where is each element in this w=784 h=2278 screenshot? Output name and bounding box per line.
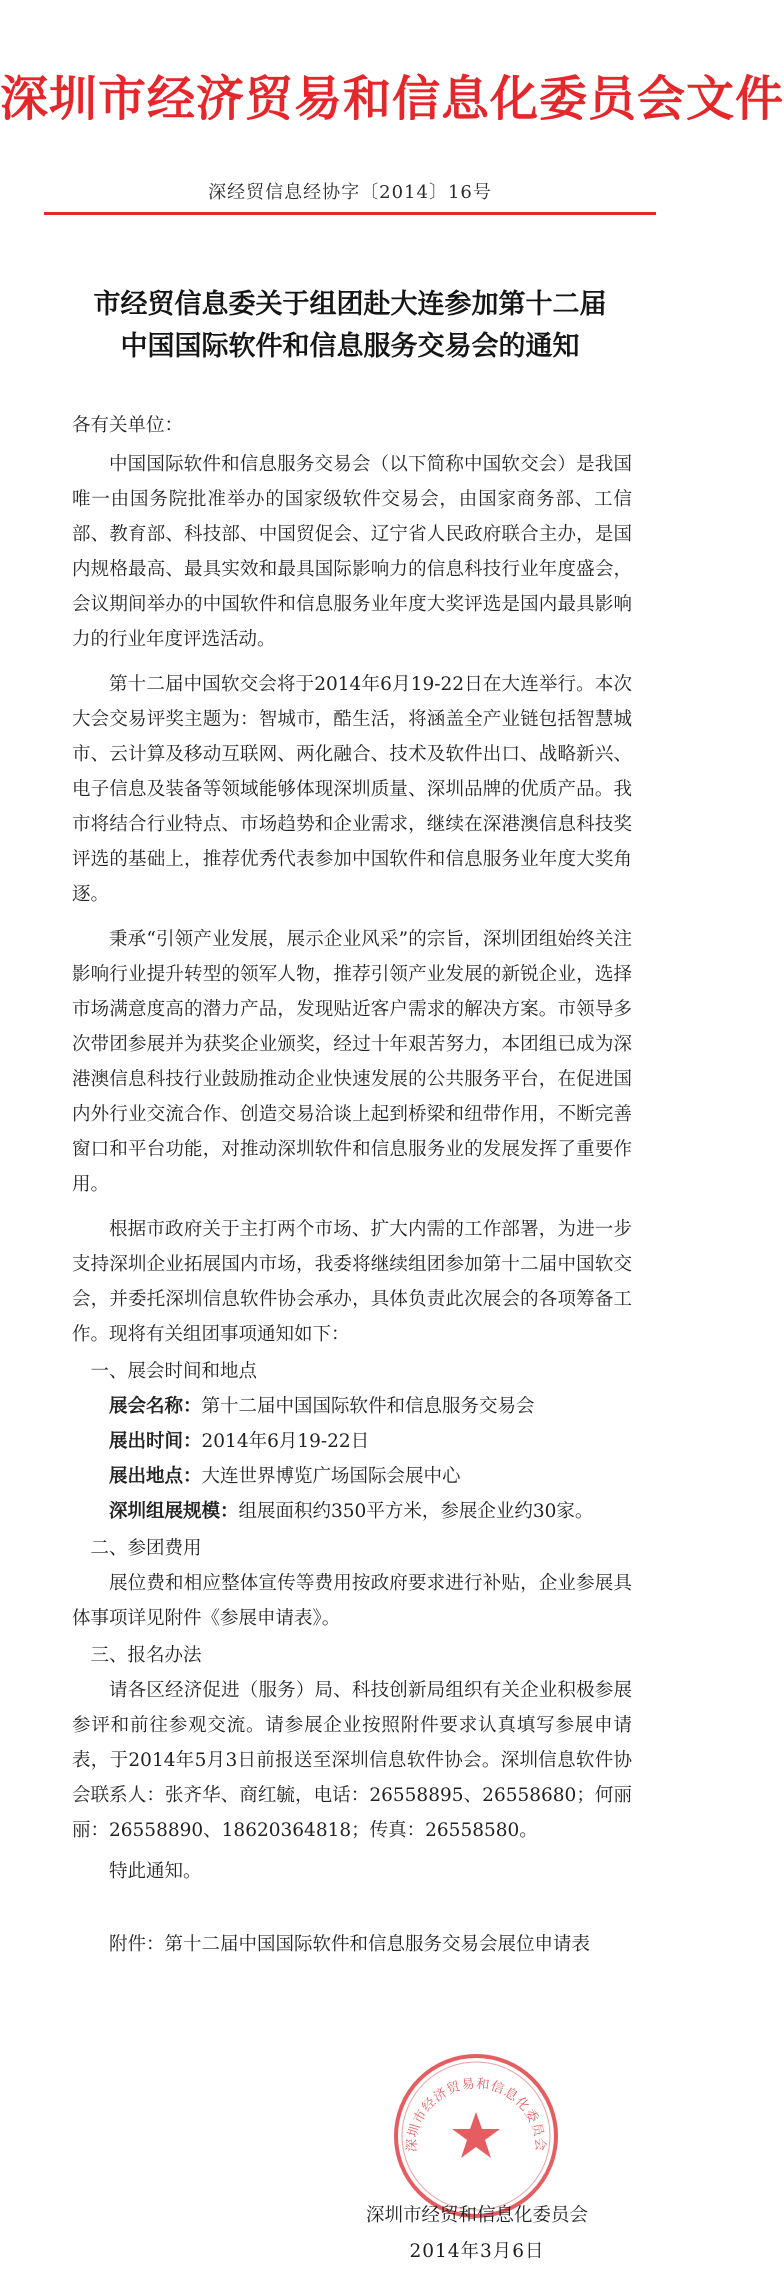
info-item-exhibition-venue: [72, 1459, 632, 1494]
red-divider-line: [44, 212, 656, 215]
paragraph-event: 第十二届中国软交会将于2014年6月19-22日在大连举行。本次大会交易评奖主题为：智城市，酷生活，将涵盖全产业链包括智慧城市、云计算及移动互联网、两化融合、技术及软件出口、战略新兴、电子信息及装备等领域能够体现深圳质量、深圳品牌的优质产品。我市将结合行业特点、市场趋势和企业需求，继续在深港澳信息科技奖评选的基础上，推荐优秀代表参加中国软件和信息服务业年度大奖角逐。: [72, 674, 632, 905]
document-body: [72, 408, 632, 1962]
info-label: 深圳组展规模：: [109, 1501, 239, 1522]
info-value: 大连世界博览广场国际会展中心: [201, 1466, 461, 1487]
issuer-masthead: 深圳市经济贸易和信息化委员会文件: [0, 71, 784, 127]
document-number: 深经贸信息经协字〔2014〕16号: [208, 182, 492, 203]
attachment-link[interactable]: 附件：第十二届中国国际软件和信息服务交易会展位申请表: [109, 1934, 591, 1955]
info-value: 第十二届中国国际软件和信息服务交易会: [201, 1396, 535, 1417]
paragraph-fees: 展位费和相应整体宣传等费用按政府要求进行补贴，企业参展具体事项详见附件《参展申请表》。: [72, 1573, 632, 1629]
info-label: 展出时间：: [109, 1431, 202, 1452]
official-seal-stamp: [390, 2050, 562, 2222]
info-label: 展出地点：: [109, 1466, 202, 1487]
paragraph-mission: 秉承“引领产业发展，展示企业风采”的宗旨，深圳团组始终关注影响行业提升转型的领军人物，推荐引领产业发展的新锐企业，选择市场满意度高的潜力产品，发现贴近客户需求的解决方案。市领导多次带团参展并为获奖企业颁奖，经过十年艰苦努力，本团组已成为深港澳信息科技行业鼓励推动企业快速发展的公共服务平台，在促进国内外行业交流合作、创造交易洽谈上起到桥梁和纽带作用，不断完善窗口和平台功能，对推动深圳软件和信息服务业的发展发挥了重要作用。: [72, 929, 632, 1195]
paragraph-intro: 中国国际软件和信息服务交易会（以下简称中国软交会）是我国唯一由国务院批准举办的国家级软件交易会，由国家商务部、工信部、教育部、科技部、中国贸促会、辽宁省人民政府联合主办，是国内规格最高、最具实效和最具国际影响力的信息科技行业年度盛会，会议期间举办的中国软件和信息服务业年度大奖评选是国内最具影响力的行业年度评选活动。: [72, 454, 632, 650]
salutation: 各有关单位：: [72, 415, 184, 436]
info-item-exhibition-time: [72, 1424, 632, 1459]
title-line-1: 市经贸信息委关于组团赴大连参加第十二届: [93, 289, 607, 320]
info-value: 组展面积约350平方米，参展企业约30家。: [238, 1501, 594, 1522]
paragraph-registration: 请各区经济促进（服务）局、科技创新局组织有关企业积极参展参评和前往参观交流。请参展企业按照附件要求认真填写参展申请表，于2014年5月3日前报送至深圳信息软件协会。深圳信息软件协会联系人：张齐华、商红毓，电话：26558895、26558680；何丽丽：26558890、18620364818；传真：26558580。: [72, 1680, 632, 1841]
title-line-2: 中国国际软件和信息服务交易会的通知: [120, 331, 580, 362]
closing-remark: 特此通知。: [109, 1861, 202, 1882]
section-heading-time-place: 一、展会时间和地点: [90, 1361, 258, 1382]
info-item-delegation-scale: [72, 1494, 632, 1529]
document-title: [0, 284, 700, 368]
seal-star-icon: [452, 2112, 500, 2158]
info-value: 2014年6月19-22日: [201, 1431, 370, 1452]
info-label: 展会名称：: [109, 1396, 202, 1417]
section-heading-registration: 三、报名办法: [90, 1645, 202, 1666]
signing-organization: 深圳市经贸和信息化委员会: [365, 2205, 588, 2226]
svg-text:深圳市经济贸易和信息化委员会: 深圳市经济贸易和信息化委员会: [404, 2076, 548, 2153]
section-heading-fees: 二、参团费用: [90, 1538, 202, 1559]
info-item-exhibition-name: [72, 1389, 632, 1424]
paragraph-arrangement: 根据市政府关于主打两个市场、扩大内需的工作部署，为进一步支持深圳企业拓展国内市场，我委将继续组团参加第十二届中国软交会，并委托深圳信息软件协会承办，具体负责此次展会的各项筹备工作。现将有关组团事项通知如下：: [72, 1219, 632, 1345]
signature-block: [352, 2198, 602, 2270]
signing-date: 2014年3月6日: [409, 2241, 545, 2262]
